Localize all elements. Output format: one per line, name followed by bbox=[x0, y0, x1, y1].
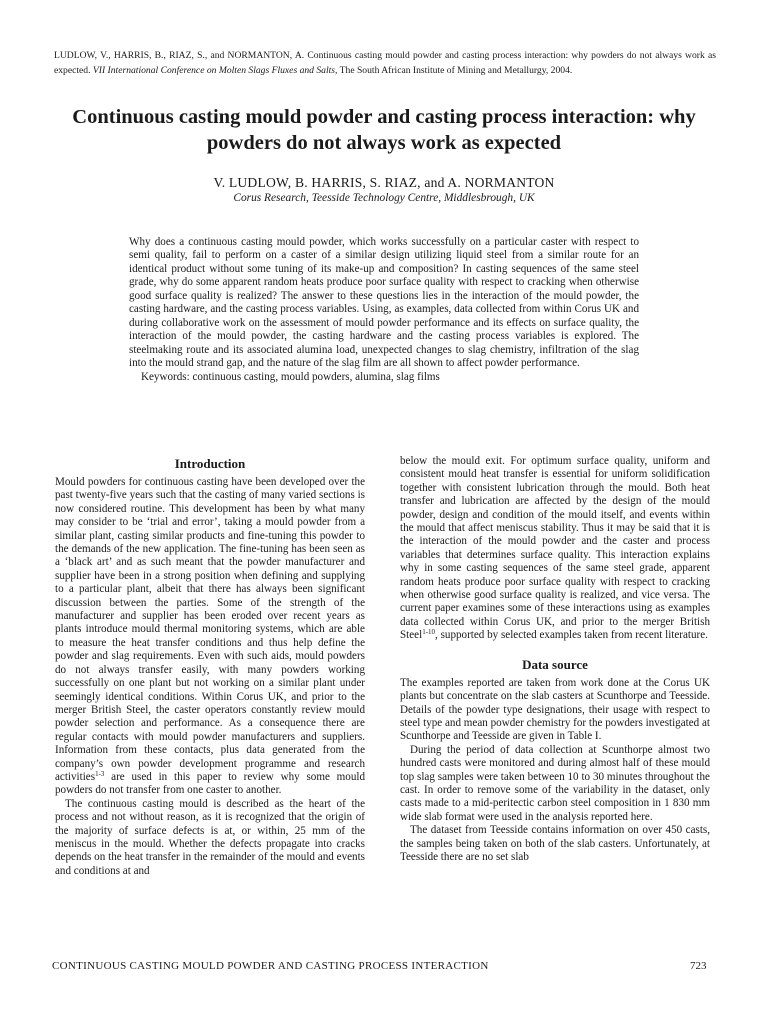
citation-superscript: 1-10 bbox=[422, 628, 436, 637]
affiliation: Corus Research, Teesside Technology Centre, Middlesbrough, UK bbox=[233, 192, 535, 204]
data-source-paragraph-1: The examples reported are taken from work done at the Corus UK plants but concentrate on the slab casters at Scunthorpe and Teesside. Details of the powder type designations, their usage with respect to steel type and mean powder chemistry for the powders investigated at Scunthorpe and Teesside are given in Table I. bbox=[400, 676, 710, 743]
citation-superscript: 1-3 bbox=[95, 769, 105, 778]
running-footer: CONTINUOUS CASTING MOULD POWDER AND CASTING PROCESS INTERACTION bbox=[52, 960, 489, 972]
paper-title: Continuous casting mould powder and casting process interaction: why powders do not always work as expected bbox=[72, 106, 696, 154]
introduction-heading: Introduction bbox=[174, 456, 246, 471]
citation-authors: LUDLOW, V., HARRIS, B., RIAZ, S., and NORMANTON, A. Continuous casting mould powder and casting process interaction: why powders do not always work as expected. bbox=[54, 50, 716, 76]
introduction-paragraph-2: The continuous casting mould is described as the heart of the process and not without reason, as it is recognized that the origin of the majority of surface defects is at, or within, 25 mm of the meniscus in the mould. Whether the defects propagate into cracks depends on the heat transfer in the remainder of the mould and events and conditions at and bbox=[55, 797, 365, 877]
introduction-paragraph-1: Mould powders for continuous casting have been developed over the past twenty-five years such that the casting of many varied sections is now considered routine. This development has been by what many may consider to be ‘trial and error’, taking a mould powder from a similar plant, casting similar products and fine-tuning this powder to the demands of the new application. The fine-tuning has been seen as a ‘black art’ and as such meant that the powder manufacturer and supplier have been in a strong position when defining and supplying to a particular plant, albeit that there has always been significant discussion between the parties. Some of the strength of the manufacturer and supplier has been eroded over recent years as plants introduce mould thermal monitoring systems, which are able to measure the heat transfer conditions and thus help define the powder and slag requirements. Even with such aids, mould powders do not always transfer easily, with many powders working successfully on one plant but not working on a similar plant under seemingly identical conditions. Within Corus UK, and prior to the merger British Steel, the caster operators constantly review mould powder selection and performance. As a consequence there are regular contacts with mould powder manufacturers and suppliers. Information from these contacts, plus data generated from the company’s own powder development programme and research activities$^{1-3}$ are used in this paper to review why some mould powders do not transfer from one caster to another. bbox=[55, 476, 365, 797]
data-source-paragraph-2: During the period of data collection at Scunthorpe almost two hundred casts were monitored and during almost half of these mould top slag samples were taken between 10 to 30 minutes throughout the cast. In order to remove some of the variability in the dataset, only casts made to a mid-peritectic carbon steel composition in 1 830 mm wide slab format were used in the analysis reported here. bbox=[400, 743, 710, 823]
abstract-text: Why does a continuous casting mould powder, which works successfully on a particular caster with respect to semi quality, fail to perform on a caster of a similar design utilizing liquid steel from a similar route for an identical product without some tuning of its make-up and composition? In casting sequences of the same steel grade, why do some apparent random heats produce poor surface quality with respect to cracking when otherwise good surface quality is realized? The answer to these questions lies in the interaction of the mould powder, the casting hardware, and the casting process variables. Using, as examples, data collected from within Corus UK and during collaborative work on the assessment of mould powder performance and its effects on surface quality, the interaction of the mould powder, the casting hardware and the casting process variables is explored. The steelmaking route and its associated alumina load, unexpected changes to slag chemistry, infiltration of the slag into the mould strand gap, and the nature of the slag film are all shown to affect powder performance. bbox=[129, 236, 639, 370]
right-column bbox=[400, 455, 710, 864]
data-source-paragraph-3: The dataset from Teesside contains information on over 450 casts, the samples being taken on both of the slab casters. Unfortunately, at Teesside there are no set slab bbox=[400, 824, 710, 863]
citation-conference: VII International Conference on Molten Slags Fluxes and Salts, bbox=[92, 65, 338, 76]
page-number: 723 bbox=[690, 960, 707, 972]
keywords: Keywords: continuous casting, mould powders, alumina, slag films bbox=[141, 370, 440, 383]
citation-publisher: The South African Institute of Mining and Metallurgy, 2004. bbox=[339, 65, 573, 76]
introduction-paragraph-3: below the mould exit. For optimum surface quality, uniform and consistent mould heat transfer is essential for uniform solidification together with consistent lubrication through the mould. Both heat transfer and lubrication are affected by the design of the mould powder, design and condition of the mould itself, and events within the mould that affect meniscus stability. Thus it may be said that it is the interaction of the mould powder and the caster and process variables that determines surface quality. This interaction explains why in some casting sequences of the same steel grade, apparent random heats produce poor surface quality with respect to cracking when otherwise good surface quality is realized, and vice versa. The current paper examines some of these interactions using as examples data collected within Corus UK, and prior to the merger British Steel$^{1-10}$, supported by selected examples taken from recent literature. bbox=[400, 455, 710, 642]
data-source-heading: Data source bbox=[522, 656, 588, 672]
left-column bbox=[55, 454, 365, 878]
citation-header bbox=[54, 48, 716, 78]
abstract bbox=[129, 236, 639, 384]
author-list: V. LUDLOW, B. HARRIS, S. RIAZ, and A. NORMANTON bbox=[213, 175, 555, 190]
